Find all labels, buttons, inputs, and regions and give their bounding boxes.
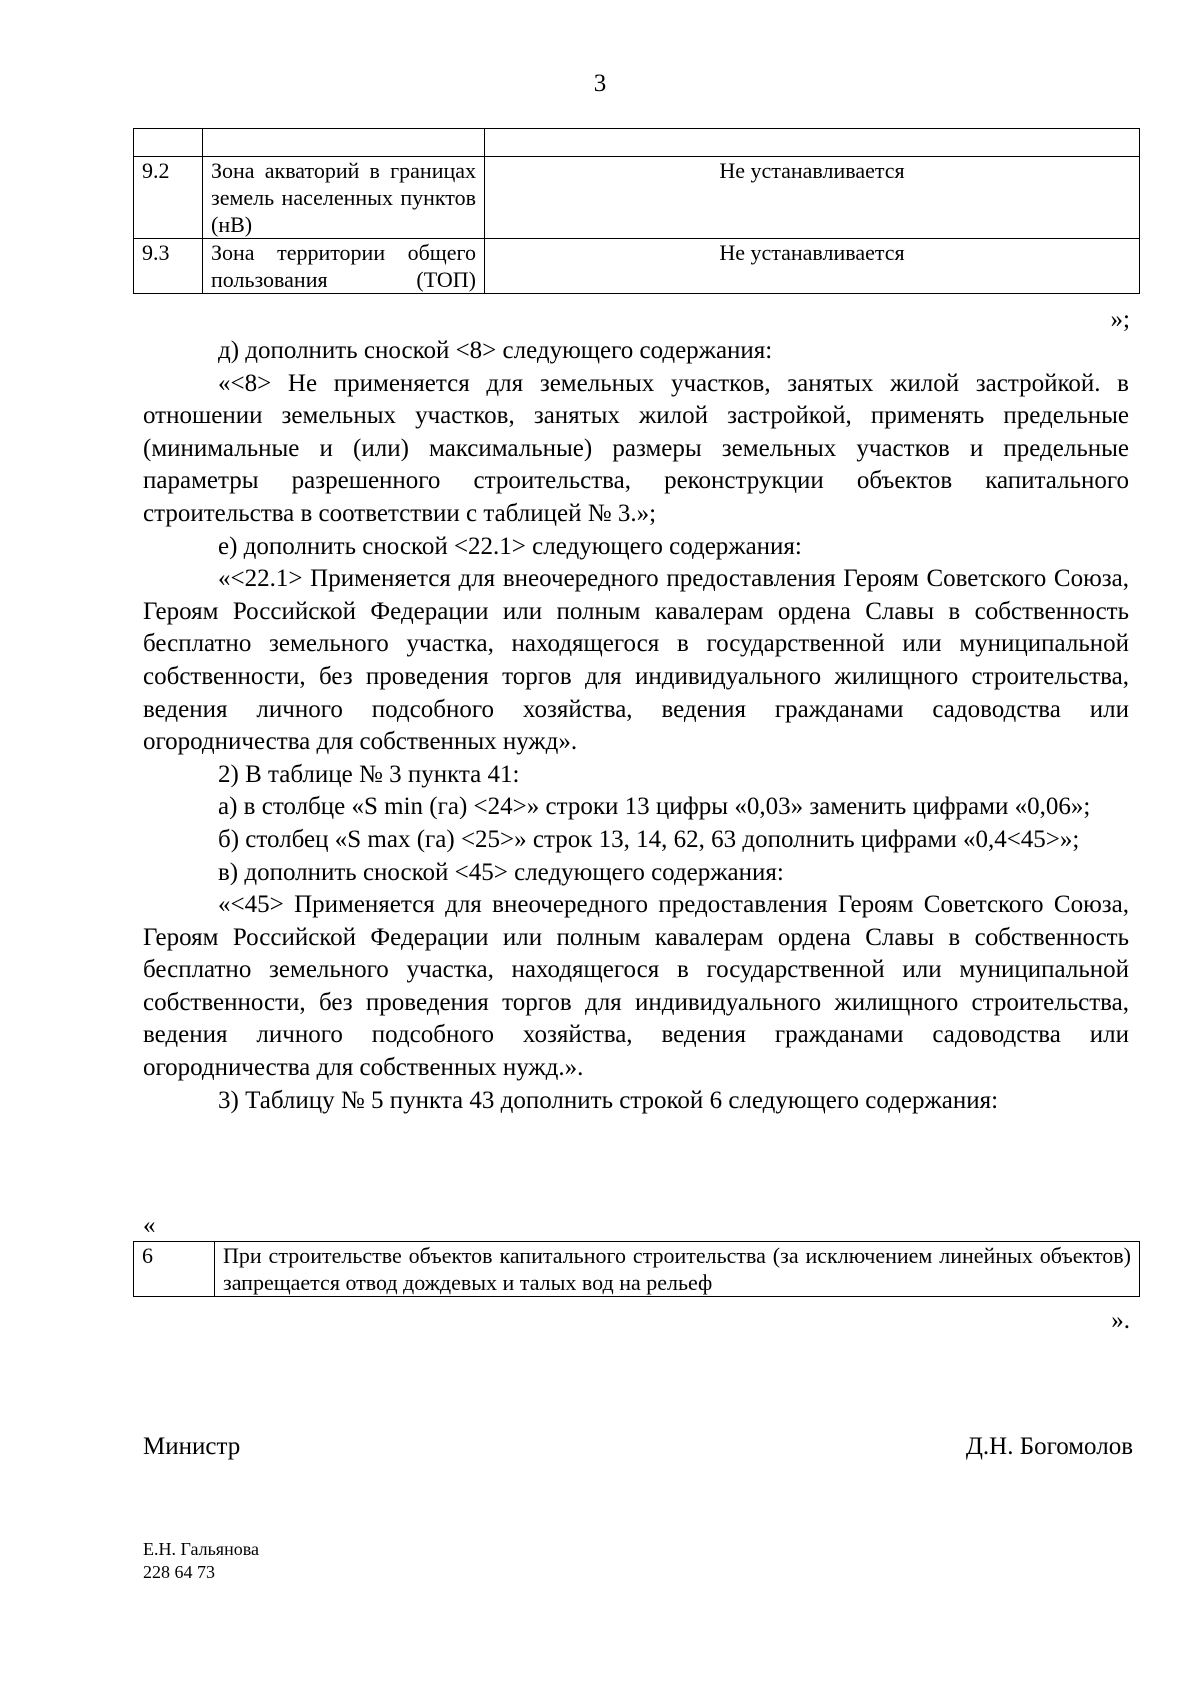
paragraph: д) дополнить сноской <8> следующего содержания: (218, 337, 773, 364)
executor-name: Е.Н. Гальянова (143, 1539, 259, 1559)
table-row (134, 1242, 1140, 1297)
row-number: 9.2 (134, 157, 203, 239)
executor-block (143, 1538, 259, 1584)
table-header-row (134, 129, 1140, 157)
paragraph: «<45> Применяется для внеочередного предоставления Героям Советского Союза, Героям Российской Федерации или полным кавалерам ордена Славы в собственность бесплатно земельного участка, находящегося в государственной или муниципальной собственности, без проведения торгов для индивидуального жилищного строительства, ведения личного подсобного хозяйства, ведения гражданами садоводства или огородничества для собственных нужд.». (143, 891, 1129, 1082)
row-number: 9.3 (134, 239, 203, 294)
signatory-name: Д.Н. Богомолов (965, 1433, 1133, 1460)
zone-value: Не устанавливается (485, 157, 1140, 239)
table2-closing-quote: ». (1111, 1307, 1130, 1334)
row-number: 6 (134, 1242, 215, 1297)
signatory-title: Министр (143, 1433, 241, 1460)
paragraph: а) в столбце «S min (га) <24>» строки 13 цифры «0,03» заменить цифрами «0,06»; (218, 793, 1091, 821)
zones-table (133, 128, 1140, 294)
amendment-text (143, 335, 1129, 1117)
restriction-text: При строительстве объектов капитального строительства (за исключением линейных объектов) запрещается отвод дождевых и талых вод на рельеф (215, 1242, 1140, 1297)
table2-opening-quote: « (143, 1212, 156, 1239)
paragraph: б) столбец «S max (га) <25>» строк 13, 14, 62, 63 дополнить цифрами «0,4<45>»; (218, 825, 1080, 853)
zone-value: Не устанавливается (485, 239, 1140, 294)
table-row (134, 239, 1140, 294)
zone-name: Зона территории общего пользования (ТОП) (211, 240, 476, 292)
executor-phone: 228 64 73 (143, 1562, 215, 1582)
paragraph: «<22.1> Применяется для внеочередного предоставления Героям Советского Союза, Героям Российской Федерации или полным кавалерам ордена Славы в собственность бесплатно земельного участка, находящегося в государственной или муниципальной собственности, без проведения торгов для индивидуального жилищного строительства, ведения личного подсобного хозяйства, ведения гражданами садоводства или огородничества для собственных нужд». (143, 565, 1129, 756)
zone-name: Зона акваторий в границах земель населенных пунктов (нВ) (211, 158, 476, 237)
paragraph: «<8> Не применяется для земельных участков, занятых жилой застройкой. в отношении земельных участков, занятых жилой застройкой, применять предельные (минимальные и (или) максимальные) размеры земельных участков и предельные параметры разрешенного строительства, реконструкции объектов капитального строительства в соответствии с таблицей № 3.»; (143, 369, 1129, 527)
page-number: 3 (593, 70, 607, 97)
signature-block (143, 1433, 1133, 1461)
paragraph: 3) Таблицу № 5 пункта 43 дополнить строкой 6 следующего содержания: (218, 1086, 999, 1114)
paragraph: 2) В таблице № 3 пункта 41: (218, 760, 520, 788)
restrictions-table (133, 1241, 1140, 1297)
paragraph: в) дополнить сноской <45> следующего содержания: (218, 858, 784, 886)
table-row (134, 157, 1140, 239)
paragraph: е) дополнить сноской <22.1> следующего содержания: (218, 532, 802, 560)
table1-closing-quote: »; (1110, 306, 1130, 333)
